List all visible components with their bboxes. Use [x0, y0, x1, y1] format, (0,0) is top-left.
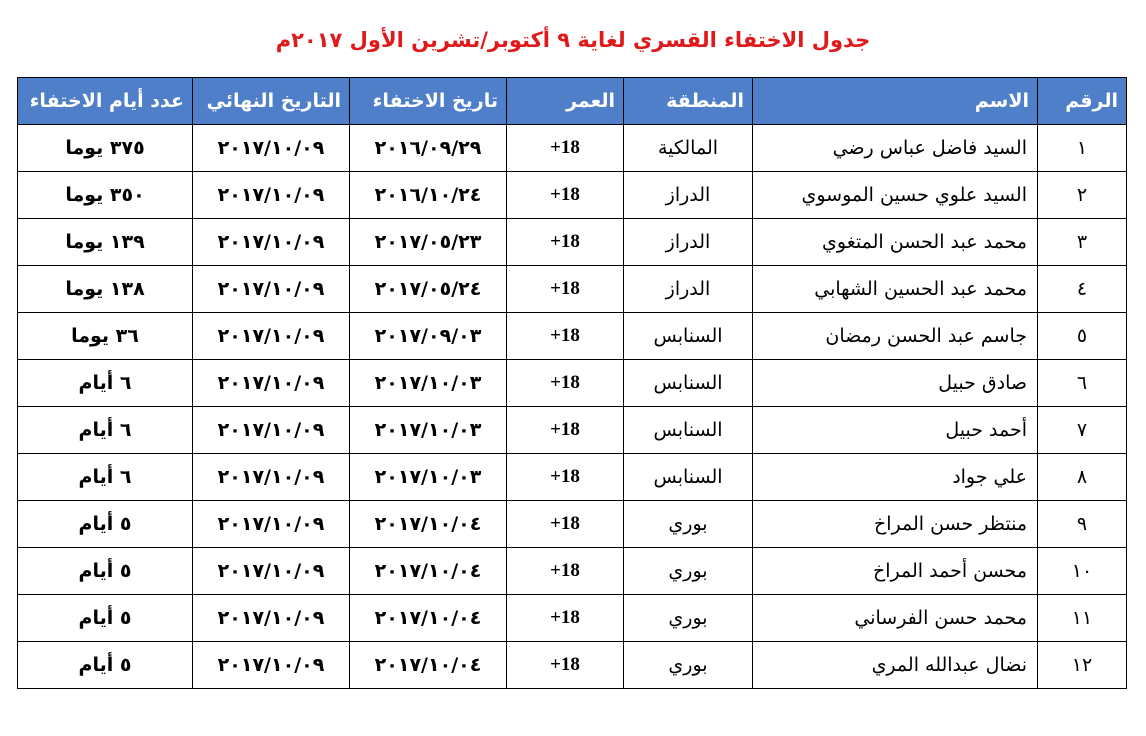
- cell-age: 18+: [507, 501, 624, 548]
- cell-end-date: ٢٠١٧/١٠/٠٩: [193, 407, 350, 454]
- cell-days: ٦ أيام: [18, 407, 193, 454]
- cell-start-date: ٢٠١٧/١٠/٠٤: [350, 501, 507, 548]
- cell-start-date: ٢٠١٧/١٠/٠٤: [350, 642, 507, 689]
- table-row: [18, 407, 1127, 454]
- enforced-disappearance-table: [17, 77, 1127, 689]
- table-row: [18, 360, 1127, 407]
- cell-start-date: ٢٠١٧/٠٥/٢٣: [350, 219, 507, 266]
- cell-age: 18+: [507, 266, 624, 313]
- cell-start-date: ٢٠١٧/٠٥/٢٤: [350, 266, 507, 313]
- cell-region: بوري: [624, 548, 753, 595]
- cell-region: بوري: [624, 642, 753, 689]
- cell-region: بوري: [624, 595, 753, 642]
- table-row: [18, 219, 1127, 266]
- cell-days: ٦ أيام: [18, 454, 193, 501]
- cell-days: ٥ أيام: [18, 642, 193, 689]
- cell-region: السنابس: [624, 454, 753, 501]
- cell-num: ٩: [1038, 501, 1127, 548]
- page-title: جدول الاختفاء القسري لغاية ٩ أكتوبر/تشرين الأول ٢٠١٧م: [275, 28, 871, 52]
- cell-region: بوري: [624, 501, 753, 548]
- cell-name: محمد حسن الفرساني: [753, 595, 1038, 642]
- cell-num: ٥: [1038, 313, 1127, 360]
- cell-name: محمد عبد الحسين الشهابي: [753, 266, 1038, 313]
- cell-days: ٣٧٥ يوما: [18, 125, 193, 172]
- cell-end-date: ٢٠١٧/١٠/٠٩: [193, 172, 350, 219]
- cell-num: ٣: [1038, 219, 1127, 266]
- cell-days: ١٣٩ يوما: [18, 219, 193, 266]
- cell-age: 18+: [507, 313, 624, 360]
- cell-num: ١٠: [1038, 548, 1127, 595]
- cell-region: الدراز: [624, 219, 753, 266]
- header-age: العمر: [507, 78, 624, 125]
- cell-end-date: ٢٠١٧/١٠/٠٩: [193, 595, 350, 642]
- cell-num: ٨: [1038, 454, 1127, 501]
- cell-age: 18+: [507, 548, 624, 595]
- cell-region: الدراز: [624, 172, 753, 219]
- cell-days: ٥ أيام: [18, 501, 193, 548]
- cell-end-date: ٢٠١٧/١٠/٠٩: [193, 313, 350, 360]
- cell-end-date: ٢٠١٧/١٠/٠٩: [193, 548, 350, 595]
- cell-days: ١٣٨ يوما: [18, 266, 193, 313]
- cell-num: ٤: [1038, 266, 1127, 313]
- cell-age: 18+: [507, 595, 624, 642]
- cell-num: ٢: [1038, 172, 1127, 219]
- cell-region: السنابس: [624, 360, 753, 407]
- table-row: [18, 595, 1127, 642]
- cell-region: السنابس: [624, 407, 753, 454]
- table-row: [18, 501, 1127, 548]
- cell-name: السيد علوي حسين الموسوي: [753, 172, 1038, 219]
- cell-start-date: ٢٠١٧/١٠/٠٤: [350, 595, 507, 642]
- cell-start-date: ٢٠١٧/١٠/٠٤: [350, 548, 507, 595]
- cell-num: ٦: [1038, 360, 1127, 407]
- table-header-row: [18, 78, 1127, 125]
- header-region: المنطقة: [624, 78, 753, 125]
- header-num: الرقم: [1038, 78, 1127, 125]
- cell-name: نضال عبدالله المري: [753, 642, 1038, 689]
- cell-days: ٦ أيام: [18, 360, 193, 407]
- table-row: [18, 125, 1127, 172]
- cell-start-date: ٢٠١٧/١٠/٠٣: [350, 454, 507, 501]
- cell-start-date: ٢٠١٦/٠٩/٢٩: [350, 125, 507, 172]
- cell-num: ١: [1038, 125, 1127, 172]
- cell-name: صادق حبيل: [753, 360, 1038, 407]
- cell-age: 18+: [507, 642, 624, 689]
- cell-end-date: ٢٠١٧/١٠/٠٩: [193, 219, 350, 266]
- cell-name: السيد فاضل عباس رضي: [753, 125, 1038, 172]
- header-name: الاسم: [753, 78, 1038, 125]
- table-row: [18, 313, 1127, 360]
- cell-days: ٣٥٠ يوما: [18, 172, 193, 219]
- cell-end-date: ٢٠١٧/١٠/٠٩: [193, 501, 350, 548]
- cell-region: المالكية: [624, 125, 753, 172]
- cell-end-date: ٢٠١٧/١٠/٠٩: [193, 454, 350, 501]
- cell-end-date: ٢٠١٧/١٠/٠٩: [193, 266, 350, 313]
- cell-name: جاسم عبد الحسن رمضان: [753, 313, 1038, 360]
- cell-name: محسن أحمد المراخ: [753, 548, 1038, 595]
- cell-name: منتظر حسن المراخ: [753, 501, 1038, 548]
- cell-name: علي جواد: [753, 454, 1038, 501]
- cell-age: 18+: [507, 172, 624, 219]
- cell-days: ٣٦ يوما: [18, 313, 193, 360]
- cell-name: محمد عبد الحسن المتغوي: [753, 219, 1038, 266]
- cell-age: 18+: [507, 454, 624, 501]
- cell-age: 18+: [507, 407, 624, 454]
- cell-days: ٥ أيام: [18, 595, 193, 642]
- cell-name: أحمد حبيل: [753, 407, 1038, 454]
- cell-start-date: ٢٠١٧/٠٩/٠٣: [350, 313, 507, 360]
- header-start-date: تاريخ الاختفاء: [350, 78, 507, 125]
- table-row: [18, 172, 1127, 219]
- cell-region: الدراز: [624, 266, 753, 313]
- header-days: عدد أيام الاختفاء: [18, 78, 193, 125]
- cell-age: 18+: [507, 125, 624, 172]
- cell-age: 18+: [507, 219, 624, 266]
- table-row: [18, 454, 1127, 501]
- header-end-date: التاريخ النهائي: [193, 78, 350, 125]
- table-row: [18, 642, 1127, 689]
- cell-region: السنابس: [624, 313, 753, 360]
- table-row: [18, 266, 1127, 313]
- cell-num: ٧: [1038, 407, 1127, 454]
- cell-start-date: ٢٠١٧/١٠/٠٣: [350, 360, 507, 407]
- cell-days: ٥ أيام: [18, 548, 193, 595]
- cell-num: ١١: [1038, 595, 1127, 642]
- cell-num: ١٢: [1038, 642, 1127, 689]
- cell-end-date: ٢٠١٧/١٠/٠٩: [193, 642, 350, 689]
- cell-start-date: ٢٠١٧/١٠/٠٣: [350, 407, 507, 454]
- table-row: [18, 548, 1127, 595]
- cell-end-date: ٢٠١٧/١٠/٠٩: [193, 125, 350, 172]
- cell-end-date: ٢٠١٧/١٠/٠٩: [193, 360, 350, 407]
- cell-age: 18+: [507, 360, 624, 407]
- cell-start-date: ٢٠١٦/١٠/٢٤: [350, 172, 507, 219]
